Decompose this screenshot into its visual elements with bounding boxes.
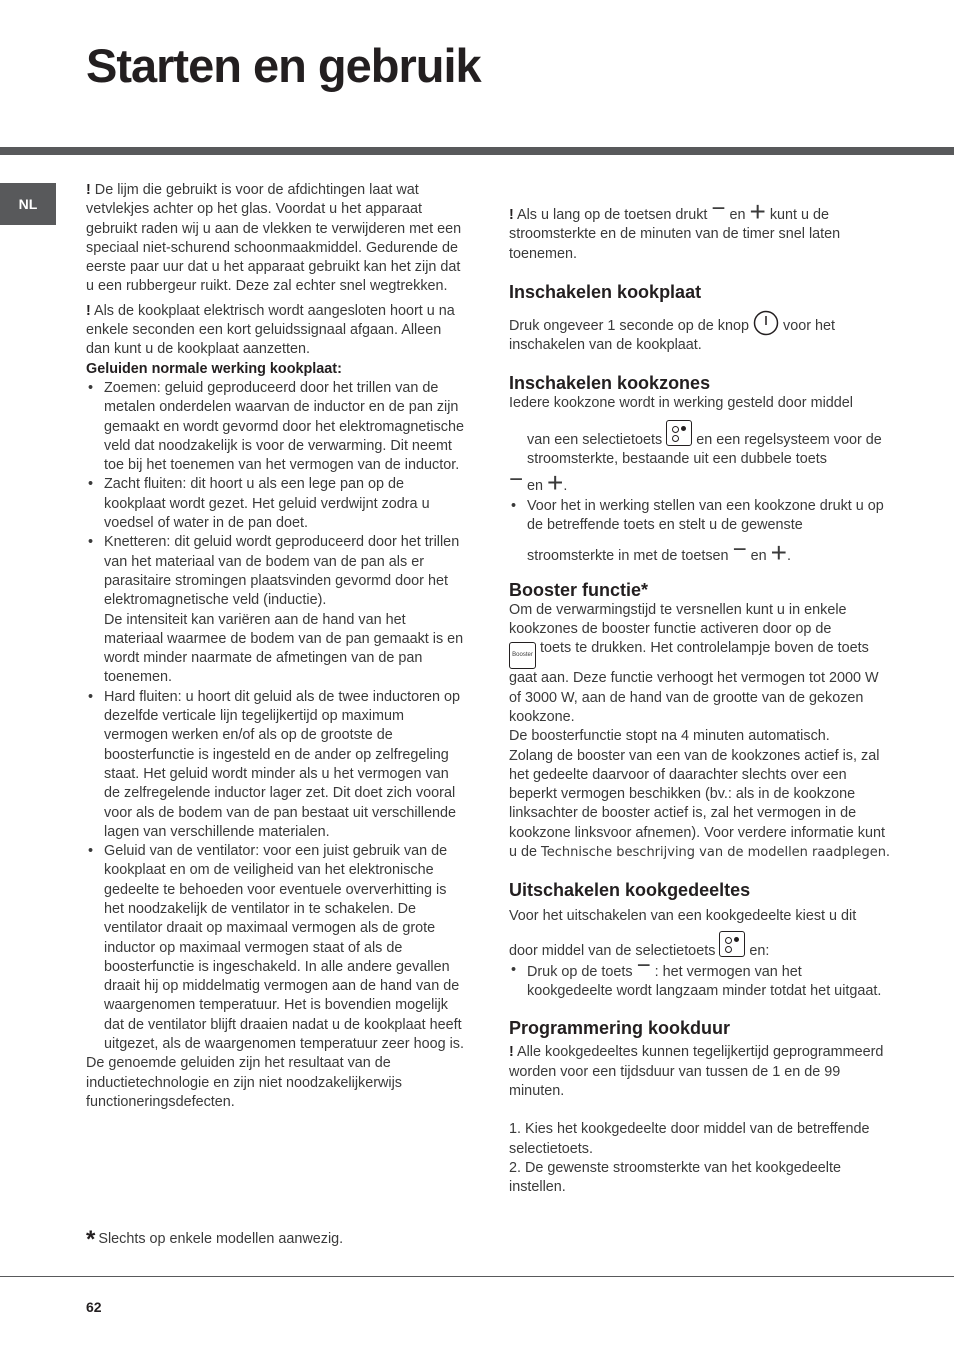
note-text: Als u lang op de toetsen drukt — [517, 207, 708, 223]
section-heading-booster: Booster functie* — [509, 579, 649, 600]
power-button-icon — [753, 310, 779, 336]
minus-key-icon: − — [509, 466, 524, 494]
sounds-heading: Geluiden normale werking kookplaat: — [86, 360, 342, 377]
booster-text — [509, 601, 891, 728]
list-item-text: stroomsterkte in met de toetsen — [527, 548, 729, 565]
plus-key-icon: + — [770, 537, 787, 569]
header-divider-bar — [0, 147, 954, 155]
paragraph-text: Druk ongeveer 1 seconde op de knop — [509, 317, 750, 334]
paragraph-text: Om de verwarmingstijd te versnellen kunt u in enkele kookzones de booster functie activeren door op de — [509, 601, 847, 637]
kookzones-keys — [509, 466, 891, 499]
language-tab: NL — [0, 183, 56, 225]
adhesive-note — [86, 181, 466, 297]
uitschakelen-text: Voor het uitschakelen van een kookgedeelte kiest u dit — [509, 908, 857, 925]
connection-note — [86, 302, 466, 360]
footnote — [86, 1226, 343, 1254]
list-item — [86, 533, 466, 687]
list-item: • Geluid van de ventilator: voor een juist gebruik van de kookplaat en om de veiligheid van het elektronische gedeelte te behoeden voor eventuele oververhitting is het noodzakelijk de ventilator in te schakelen. De ventilator draait op maximaal vermogen als de grote inductor op maximaal vermogen staat of als de boosterfunctie is ingeschakeld. In alle andere gevallen draait hij op middelmatig vermogen aan de hand van de waargenomen temperatuur. Het is bovendien mogelijk dat de ventilator blijft draaien nadat u de kookplaat heeft uitgezet, als de waargenomen temperatuur zeer hoog is. — [86, 842, 466, 1054]
list-item: • Zoemen: geluid geproduceerd door het trillen van de metalen onderdelen waarvan de inductor en de pan zijn gemaakt en wordt gevormd door het elektromagnetische veld dat noodzakelijk is voor de verwarming. Dit neemt toe bij het toenemen van het vermogen van de inductor. — [86, 379, 466, 475]
list-item: • Zacht fluiten: dit hoort u als een lege pan op de kookplaat wordt gezet. Het geluid verdwijnt zodra u voedsel of water in de pan doet. — [86, 475, 466, 533]
booster-limit-text — [509, 747, 891, 863]
programmering-note — [509, 1043, 891, 1101]
section-heading-inschakelen-kookplaat: Inschakelen kookplaat — [509, 281, 702, 302]
list-item-text: Druk op de toets — [527, 963, 633, 980]
paragraph-text: van een selectietoets — [527, 431, 663, 448]
paragraph-text: Zolang de booster van een van de kookzones actief is, zal het gedeelte daarvoor of daarachter slechts over een beperkt vermogen beschikken (bv.: als in de kookzone linksachter de booster actief is, zal het vermogen in de kookzone linksvoor afnemen). Voor verdere informatie kunt u de — [509, 747, 885, 860]
paragraph-text: Alle kookgedeeltes kunnen tegelijkertijd geprogrammeerd worden voor een tijdsduur van tussen de 1 en de 99 minuten. — [509, 1044, 884, 1100]
paragraph-text: en: — [749, 942, 770, 959]
minus-key-icon: − — [711, 195, 726, 222]
kookplaat-text — [509, 310, 891, 356]
sounds-conclusion: De genoemde geluiden zijn het resultaat van de inductietechnologie en zijn niet noodzakelijkerwijs functioneringsdefecten. — [86, 1055, 402, 1110]
paragraph-text: en een regelsysteem voor de stroomsterkte, bestaande uit een dubbele toets — [527, 431, 882, 468]
warning-mark-icon: ! — [86, 182, 91, 198]
paragraph-text: voor het inschakelen van de kookplaat. — [509, 317, 836, 354]
warning-mark-icon: ! — [86, 302, 91, 319]
page-title: Starten en gebruik — [86, 39, 481, 92]
asterisk-icon: * — [86, 1226, 96, 1253]
programmering-step-2: 2. De gewenste stroomsterkte van het kookgedeelte instellen. — [509, 1159, 841, 1196]
list-item — [509, 951, 891, 1002]
programmering-step-1: 1. Kies het kookgedeelte door middel van de betreffende selectietoets. — [509, 1121, 870, 1157]
section-heading-programmering: Programmering kookduur — [509, 1018, 731, 1039]
paragraph-text: Iedere kookzone wordt in werking gesteld door middel — [509, 395, 853, 412]
adhesive-note-text: De lijm die gebruikt is voor de afdichtingen laat wat vetvlekjes achter op het glas. Voordat u het apparaat gebruikt raden wij u aan de vlekken te verwijderen met een speciaal niet-schurend schoonmaakmiddel. Gedurende de eerste paar uur dat u het apparaat gebruikt kan het zijn dat u een rubbergeur ruikt. Deze zal echter snel wegtrekken. — [86, 182, 462, 295]
paragraph-text: Technische beschrijving van de modellen raadplegen. — [541, 844, 891, 860]
list-item — [509, 497, 891, 567]
section-heading-uitschakelen: Uitschakelen kookgedeeltes — [509, 880, 751, 901]
footer-divider — [0, 1276, 954, 1277]
connection-note-text: Als de kookplaat elektrisch wordt aangesloten hoort u na enkele seconden een kort geluidssignaal afgaan. Alleen dan kunt u de kookplaat aanzetten. — [86, 302, 455, 358]
minus-key-icon: − — [732, 536, 747, 564]
paragraph-text: toets te drukken. Het controlelampje boven de toets gaat aan. Deze functie verhoogt het vermogen tot 2000 W of 3000 W, aan de hand van de grootte van de gekozen kookzone. — [509, 640, 879, 725]
note-text: en — [729, 207, 746, 223]
paragraph-text: door middel van de selectietoets — [509, 942, 716, 959]
uitschakelen-list — [509, 951, 891, 1002]
page-number: 62 — [86, 1299, 102, 1315]
note-text: kunt u de stroomsterkte en de minuten van de timer snel laten toenemen. — [509, 207, 841, 262]
footnote-text: Slechts op enkele modellen aanwezig. — [98, 1231, 344, 1247]
uitschakelen-text-2 — [509, 931, 891, 961]
long-press-note — [509, 195, 891, 264]
period-text: . — [563, 478, 568, 495]
plus-key-icon: + — [749, 196, 766, 227]
booster-stop-text: De boosterfunctie stopt na 4 minuten automatisch. — [509, 728, 830, 745]
list-item: • Hard fluiten: u hoort dit geluid als de twee inductoren op dezelfde verticale lijn tegelijkertijd op maximum vermogen werken en/of als op de grootste de boosterfunctie is ingesteld en de ander op zelfregeling staat. Het geluid wordt minder als u het vermogen van de zelfregelende inductor lager zet. Dit doet zich vooral voor als de bodem van de pan bestaat uit verschillende lagen van verschillende materialen. — [86, 688, 466, 842]
list-item-text: Knetteren: dit geluid wordt geproduceerd door het trillen van het materiaal van de bodem van de pan als er parasitaire stromingen plaatsvinden gevormd door het elektromagnetische veld (inductie). — [104, 534, 460, 609]
section-heading-inschakelen-kookzones: Inschakelen kookzones — [509, 373, 711, 394]
kookzones-list — [509, 497, 891, 567]
list-item-text: De intensiteit kan variëren aan de hand van het materiaal waarmee de bodem van de pan gemaakt is en wordt minder naarmate de afmetingen van de pan toenemen. — [104, 611, 464, 686]
list-item-text: en — [750, 548, 767, 565]
booster-key-icon: Booster — [509, 642, 536, 669]
kookzones-text-2 — [509, 420, 891, 470]
selection-key-icon — [666, 420, 692, 446]
warning-mark-icon: ! — [509, 207, 514, 223]
list-item-text: Voor het in werking stellen van een kookzone drukt u op de betreffende toets en stelt u de gewenste — [527, 497, 884, 533]
kookzones-text — [509, 394, 891, 413]
minus-key-icon: − — [636, 951, 651, 979]
selection-key-icon — [719, 931, 745, 957]
left-column — [86, 181, 466, 1112]
plus-key-icon: + — [547, 467, 564, 499]
list-item-text: : het vermogen van het kookgedeelte wordt langzaam minder totdat het uitgaat. — [527, 963, 882, 1000]
paragraph-text: en — [527, 478, 544, 495]
sounds-list — [86, 379, 466, 1054]
period-text: . — [786, 548, 791, 565]
warning-mark-icon: ! — [509, 1044, 514, 1061]
right-column — [509, 195, 891, 1198]
